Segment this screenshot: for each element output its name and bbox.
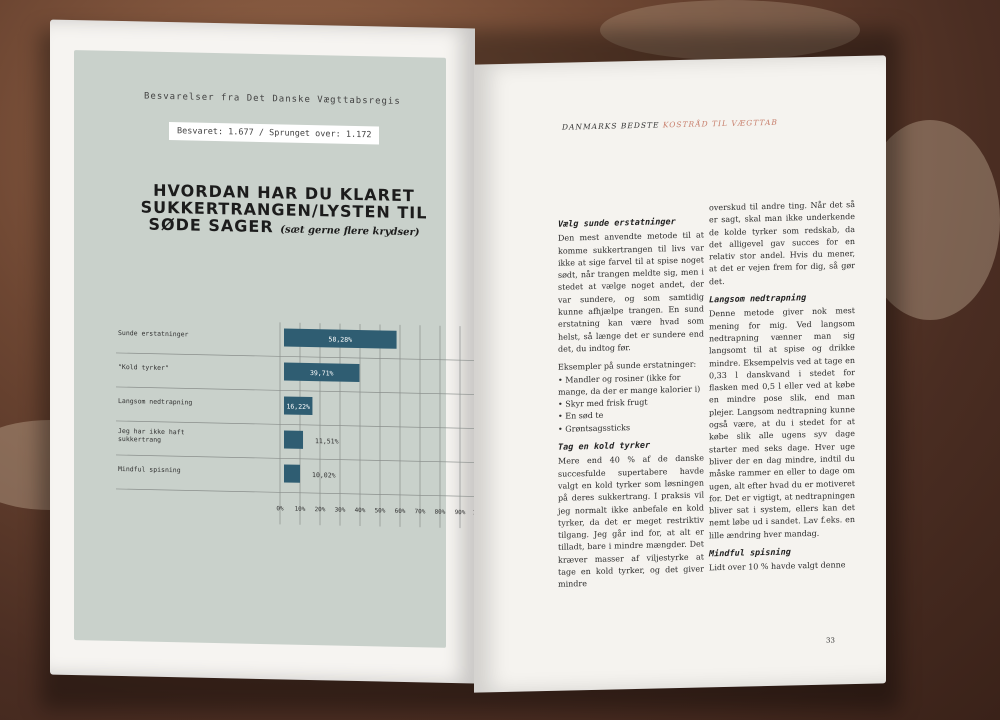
bar-value-label: 39,71% xyxy=(309,368,334,378)
category-label: sukkertrang xyxy=(118,434,162,444)
x-tick-label: 50% xyxy=(374,507,386,515)
x-tick-label: 90% xyxy=(454,509,466,517)
header-accent: KOSTRÅD TIL VÆGTTAB xyxy=(662,117,778,130)
x-tick-label: 30% xyxy=(334,506,346,514)
survey-title: Besvarelser fra Det Danske Vægttabsregis xyxy=(144,91,401,107)
paragraph-cold-turkey: Mere end 40 % af de danske succesfulde supertabere havde valgt en kold tyrker som løsningen på deres sukkertrang. I praksis vil jeg normalt ikke anbefale en kold tyrker, da det er meget restriktiv tilgang. Jeg går ind for, at alt er tilladt, bare i mindre mængder. Det kræver masser af viljestyrke at tage en kold tyrker, og det giver mindre xyxy=(558,453,704,590)
survey-stats: Besvaret: 1.677 / Sprunget over: 1.172 xyxy=(169,122,379,144)
paragraph-mindful: Lidt over 10 % havde valgt denne xyxy=(709,560,846,573)
list-item: • Grøntsagssticks xyxy=(558,420,704,436)
list-item: • Mandler og rosiner (ikke for mange, da der er mange kalorier i) xyxy=(558,371,704,399)
x-tick-label: 80% xyxy=(434,508,446,516)
section-heading-substitutes: Vælg sunde erstatninger xyxy=(558,217,676,230)
x-tick-label: 10% xyxy=(294,505,306,513)
section-heading-cold-turkey: Tag en kold tyrker xyxy=(558,440,651,453)
list-item: • Skyr med frisk frugt xyxy=(558,396,704,412)
paragraph-substitutes: Den mest anvendte metode til at komme sukkertrangen til livs var ikke at sige farvel til at spise noget sødt, når trangen meldte sig, men i stedet at vælge noget andet, der var sundere, og som samtidig kunne afhjælpe trangen. En sund erstatning kan være hvad som helst, så længe det er sundere end det, du indtog før. xyxy=(558,230,704,354)
bar-value-label: 58,28% xyxy=(328,335,353,344)
paragraph-continued: overskud til andre ting. Når det så er sagt, skal man ikke underkende de kolde tyrker som redskab, da det alligevel gav succes for en relativ stor andel. Hvis du mener, at det er vejen frem for dig, så gør det. xyxy=(709,200,855,287)
survey-question xyxy=(134,181,434,241)
page-number: 33 xyxy=(826,636,835,645)
bar-chart xyxy=(104,313,464,561)
bar-value-label: 10,02% xyxy=(312,471,336,480)
right-page xyxy=(474,55,886,692)
text-column-2 xyxy=(709,199,855,581)
row-line xyxy=(116,489,480,497)
question-text: HVORDAN HAR DU KLARET SUKKERTRANGEN/LYSTEN TIL SØDE SAGER xyxy=(140,180,428,237)
left-page xyxy=(50,20,475,684)
section-heading-mindful: Mindful spisning xyxy=(709,547,791,560)
x-tick-label: 40% xyxy=(354,506,366,515)
category-label: Mindful spisning xyxy=(118,464,181,475)
survey-panel xyxy=(74,50,466,648)
text-column-1 xyxy=(558,209,704,597)
x-tick-label: 0% xyxy=(276,505,284,513)
category-label: Sunde erstatninger xyxy=(118,328,189,339)
row-line xyxy=(116,455,480,463)
running-header xyxy=(562,118,778,132)
category-label: "Kold tyrker" xyxy=(118,362,169,373)
header-plain: DANMARKS BEDSTE xyxy=(562,120,663,132)
row-line xyxy=(116,387,480,395)
category-label: Jeg har ikke haft xyxy=(118,426,185,437)
x-tick-label: 20% xyxy=(314,506,326,514)
bar-value-label: 16,22% xyxy=(286,402,310,411)
examples-intro: Eksempler på sunde erstatninger: xyxy=(558,359,697,373)
row-line xyxy=(116,353,480,361)
x-tick-label: 70% xyxy=(414,508,426,516)
section-heading-tapering: Langsom nedtrapning xyxy=(709,293,807,306)
question-note: (sæt gerne flere krydser) xyxy=(280,224,420,239)
list-item: • En sød te xyxy=(558,408,704,424)
x-tick-label: 60% xyxy=(394,507,406,515)
category-label: Langsom nedtrapning xyxy=(118,396,193,407)
bar-value-label: 11,51% xyxy=(315,437,339,446)
examples-list xyxy=(558,371,704,436)
paragraph-tapering: Denne metode giver nok mest mening for mig. Ved langsom nedtrapning vænner man sig langsomt til at spise og drikke mindre. Eksempelvis ved at tage en 0,33 l danskvand i stedet for flasken med 0,5 l eller ved at købe en mindre pose slik, end man plejer. Langsom nedtrapning kunne også være, at du i stedet for at købe slik alle ugens syv dage starter med seks dage. Hver uge bliver der en dag mindre, indtil du måske rammer en eller to dage om ugen, alt efter hvad du er motiveret for. Det er vigtigt, at nedtrapningen bliver sat i system, ellers kan det nemt løbe ud i sandet. Lav f.eks. en lille ændring hver mandag. xyxy=(709,306,855,541)
bar xyxy=(284,430,303,448)
bar xyxy=(284,464,300,482)
